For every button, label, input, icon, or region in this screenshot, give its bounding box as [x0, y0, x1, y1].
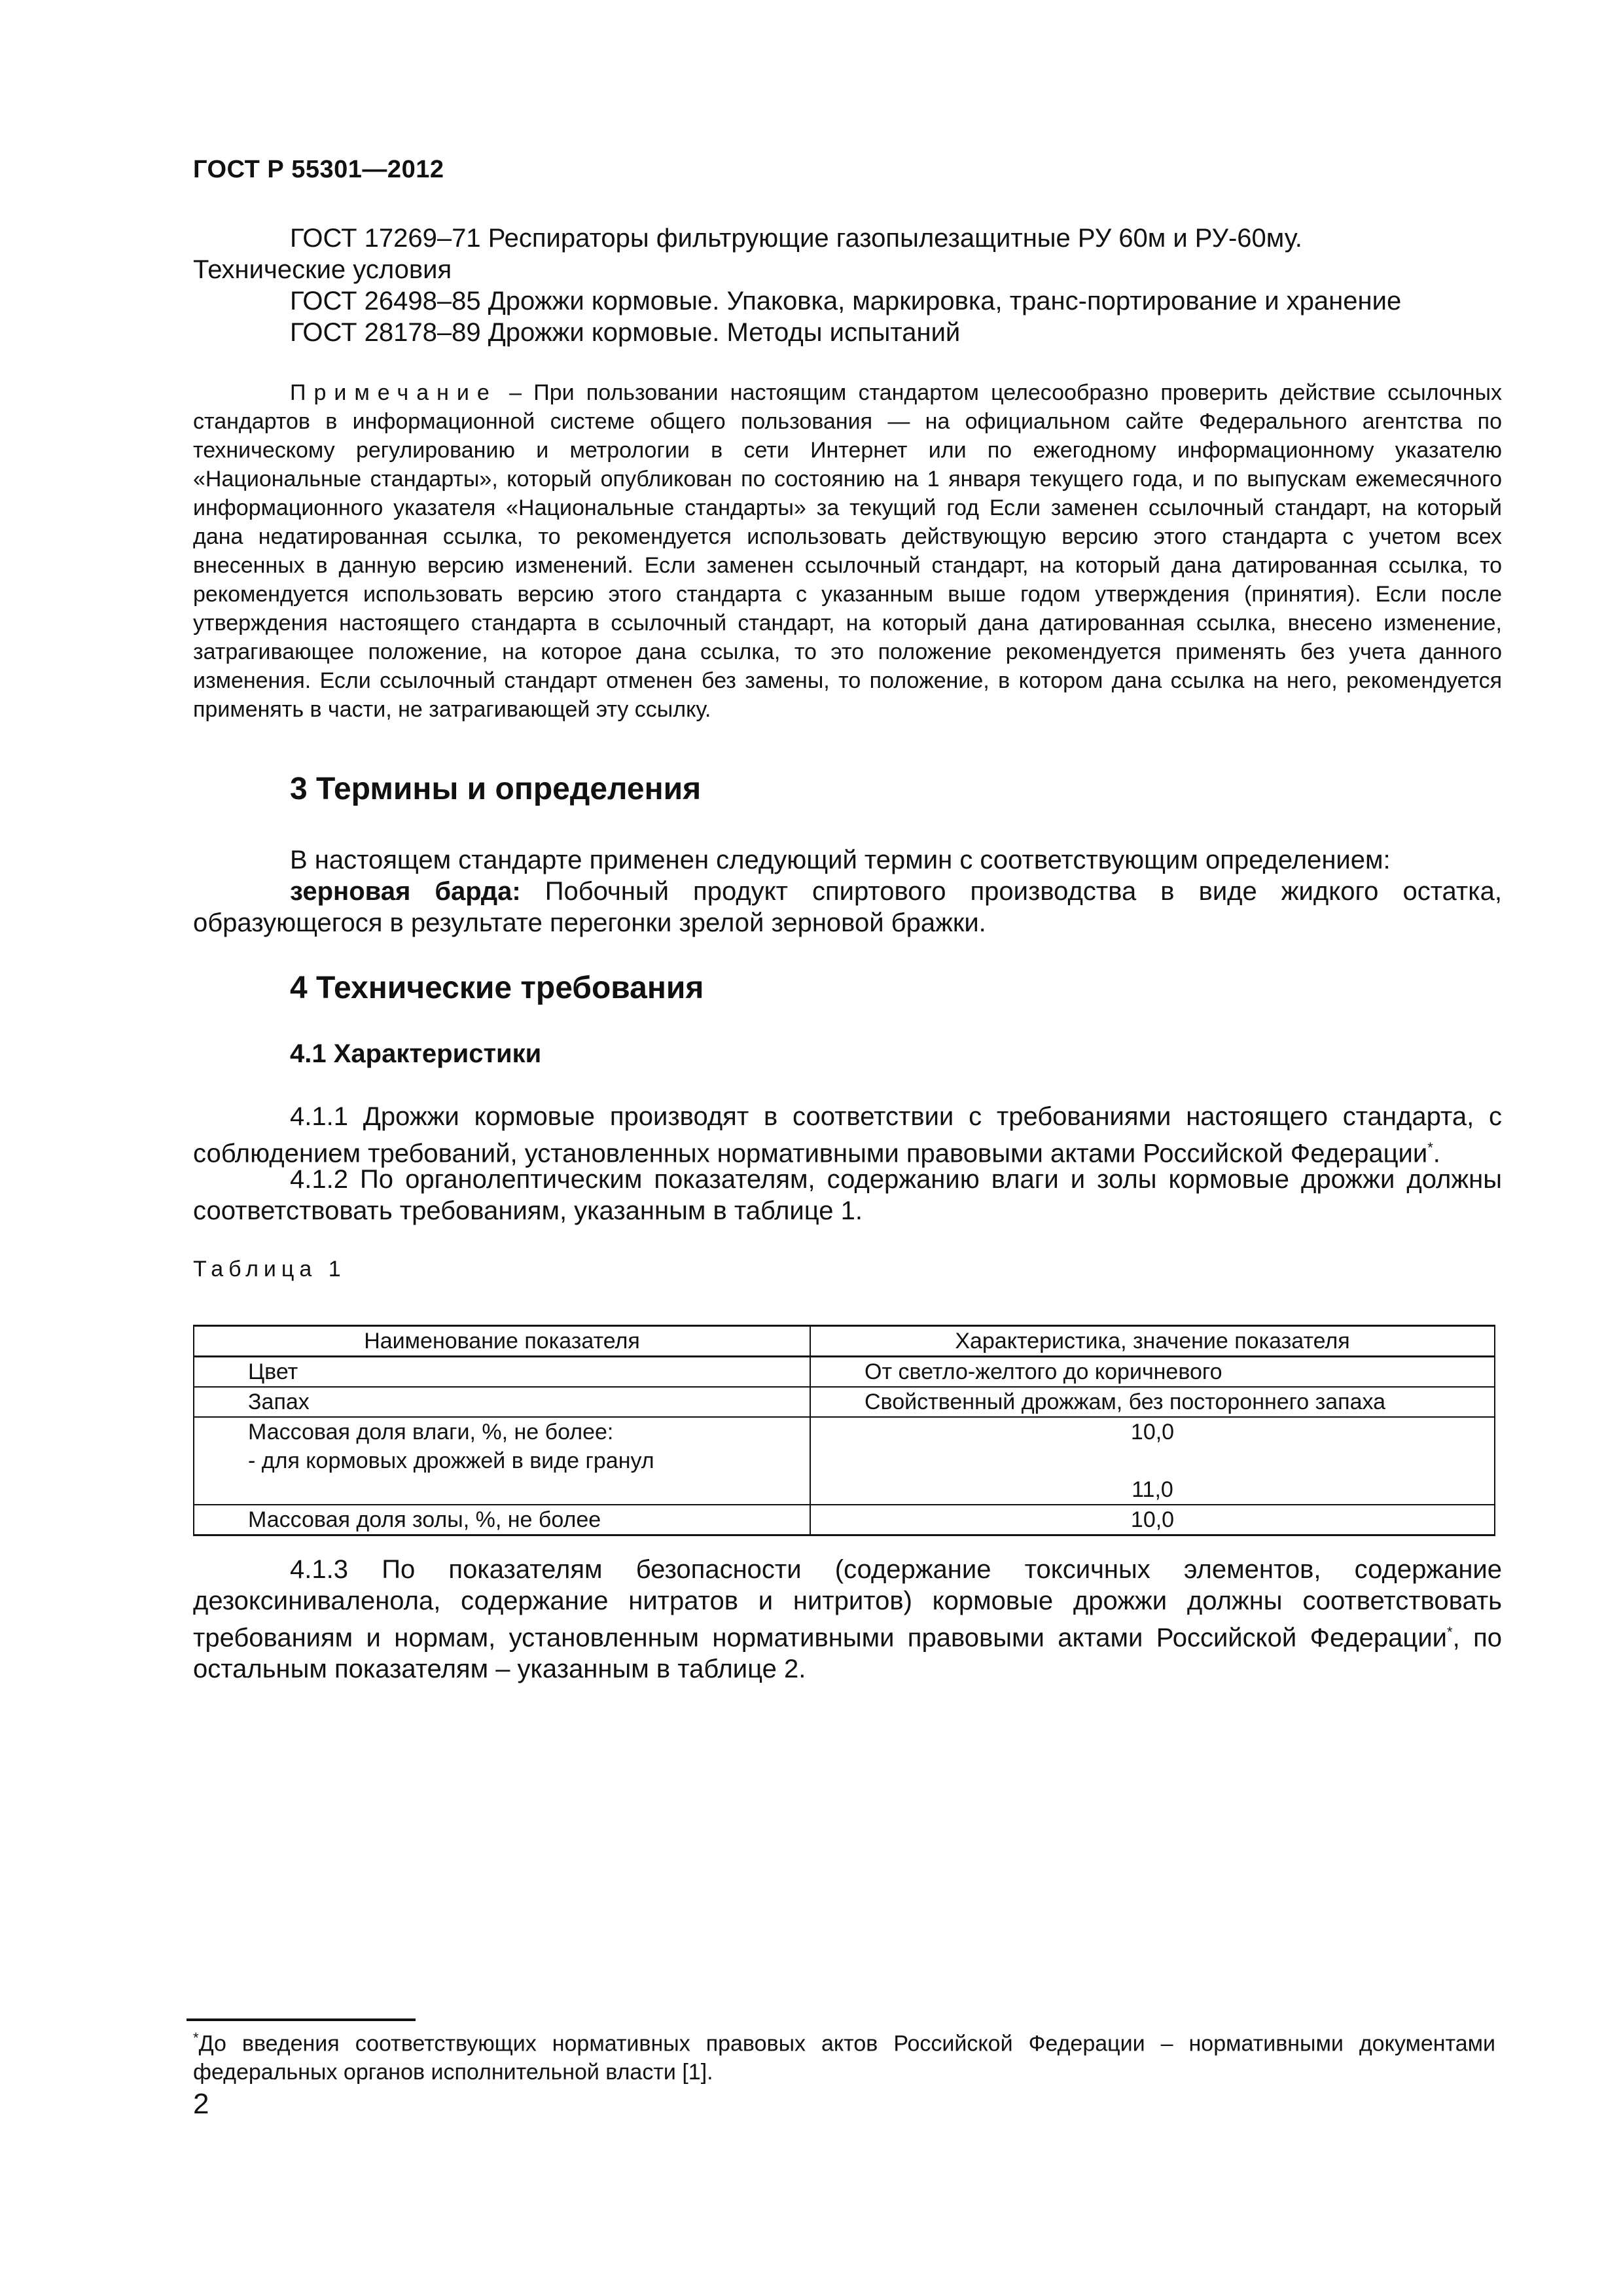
table-cell-value-sub: 11,0	[1132, 1477, 1173, 1502]
table-cell-value: 10,0	[1130, 1507, 1175, 1532]
table-cell-name-sub: - для кормовых дрожжей в виде гранул	[248, 1448, 654, 1473]
paragraph-4-1-3	[193, 1554, 1502, 1685]
table-cell-value: 10,0	[1130, 1420, 1175, 1444]
table-header-value: Характеристика, значение показателя	[810, 1326, 1495, 1357]
note-text: – При пользовании настоящим стандартом целесообразно проверить действие ссылочных стандартов в информационной системе общего пользования — на официальном сайте Федерального агентства по техническому регулированию и метрологии в сети Интернет или по ежегодному информационному указателю «Национальные стандарты», который опубликован по состоянию на 1 января текущего года, и по выпускам ежемесячного информационного указателя «Национальные стандарты» за текущий год Если заменен ссылочный стандарт, на который дана недатированная ссылка, то рекомендуется использовать действующую версию этого стандарта с учетом всех внесенных в данную версию изменений. Если заменен ссылочный стандарт, на который дана датированная ссылка, то рекомендуется использовать версию этого стандарта с указанным выше годом утверждения (принятия). Если после утверждения настоящего стандарта в ссылочный стандарт, на который дана датированная ссылка, внесено изменение, затрагивающее положение, на которое дана ссылка, то это положение рекомендуется применять без учета данного изменения. Если ссылочный стандарт отменен без замены, то положение, в котором дана ссылка на него, рекомендуется применять в части, не затрагивающей эту ссылку.	[193, 380, 1502, 722]
reference-gost-26498: ГОСТ 26498–85 Дрожжи кормовые. Упаковка, маркировка, транс-портирование и хранение	[290, 287, 1402, 315]
note-paragraph	[193, 378, 1502, 724]
footnote-ref: *	[1447, 1624, 1453, 1640]
note-label: Примечание	[290, 380, 497, 405]
reference-gost-28178: ГОСТ 28178–89 Дрожжи кормовые. Методы испытаний	[290, 318, 961, 347]
table-row	[194, 1505, 1495, 1535]
reference-text-cont: Технические условия	[193, 255, 452, 284]
footnote-ref: *	[1427, 1139, 1433, 1156]
document-header: ГОСТ Р 55301—2012	[193, 156, 444, 183]
table-row	[194, 1387, 1495, 1417]
reference-text: ГОСТ 17269–71 Респираторы фильтрующие газопылезащитные РУ 60м и РУ-60му.	[290, 224, 1302, 253]
footnote-separator	[187, 2018, 416, 2021]
reference-gost-17269	[193, 223, 1502, 285]
paragraph-4-1-1-text: 4.1.1 Дрожжи кормовые производят в соответствии с требованиями настоящего стандарта, с соблюдением требований, установленных нормативными правовыми актами Российской Федерации	[193, 1102, 1502, 1168]
paragraph-4-1-3-text: 4.1.3 По показателям безопасности (содержание токсичных элементов, содержание дезоксиниваленола, содержание нитратов и нитритов) кормовые дрожжи должны соответствовать требованиям и нормам, установленным нормативными правовыми актами Российской Федерации	[193, 1555, 1502, 1653]
table-cell-name: Массовая доля золы, %, не более	[248, 1507, 601, 1532]
table-cell-name: Цвет	[248, 1359, 298, 1384]
paragraph-4-1-3-text-end: , по остальным показателям – указанным в таблице 2.	[193, 1623, 1503, 1684]
section-3-intro: В настоящем стандарте применен следующий термин с соответствующим определением:	[290, 846, 1391, 874]
table-1	[193, 1325, 1495, 1536]
section-3-title: 3 Термины и определения	[290, 772, 702, 806]
footnote-text: До введения соответствующих нормативных правовых актов Российской Федерации – нормативными документами федеральных органов исполнительной власти [1].	[193, 2031, 1495, 2085]
table-cell-name: Запах	[248, 1390, 310, 1414]
paragraph-4-1-1	[193, 1101, 1502, 1169]
footnote	[193, 2024, 1495, 2087]
page-number: 2	[193, 2088, 209, 2120]
table-cell-value: От светло-желтого до коричневого	[865, 1359, 1222, 1384]
section-3-body	[193, 844, 1502, 939]
paragraph-4-1-2-text: 4.1.2 По органолептическим показателям, содержанию влаги и золы кормовые дрожжи должны соответствовать требованиям, указанным в таблице 1.	[193, 1165, 1502, 1225]
term-definition: Побочный продукт спиртового производства в виде жидкого остатка, образующегося в результате перегонки зрелой зерновой бражки.	[193, 877, 1502, 937]
footnote-mark: *	[193, 2030, 199, 2046]
section-4-title: 4 Технические требования	[290, 971, 704, 1005]
paragraph-end: .	[1433, 1139, 1440, 1168]
table-row	[194, 1417, 1495, 1505]
paragraph-4-1-2	[193, 1164, 1502, 1227]
table-cell-name: Массовая доля влаги, %, не более:	[248, 1420, 614, 1444]
table-1-caption: Таблица 1	[193, 1257, 346, 1282]
table-cell-value: Свойственный дрожжам, без постороннего запаха	[865, 1390, 1386, 1414]
table-row	[194, 1357, 1495, 1388]
table-header-name: Наименование показателя	[194, 1326, 810, 1357]
table-header-row	[194, 1326, 1495, 1357]
section-4-1-title: 4.1 Характеристики	[290, 1039, 542, 1068]
term-name: зерновая барда:	[290, 877, 521, 906]
